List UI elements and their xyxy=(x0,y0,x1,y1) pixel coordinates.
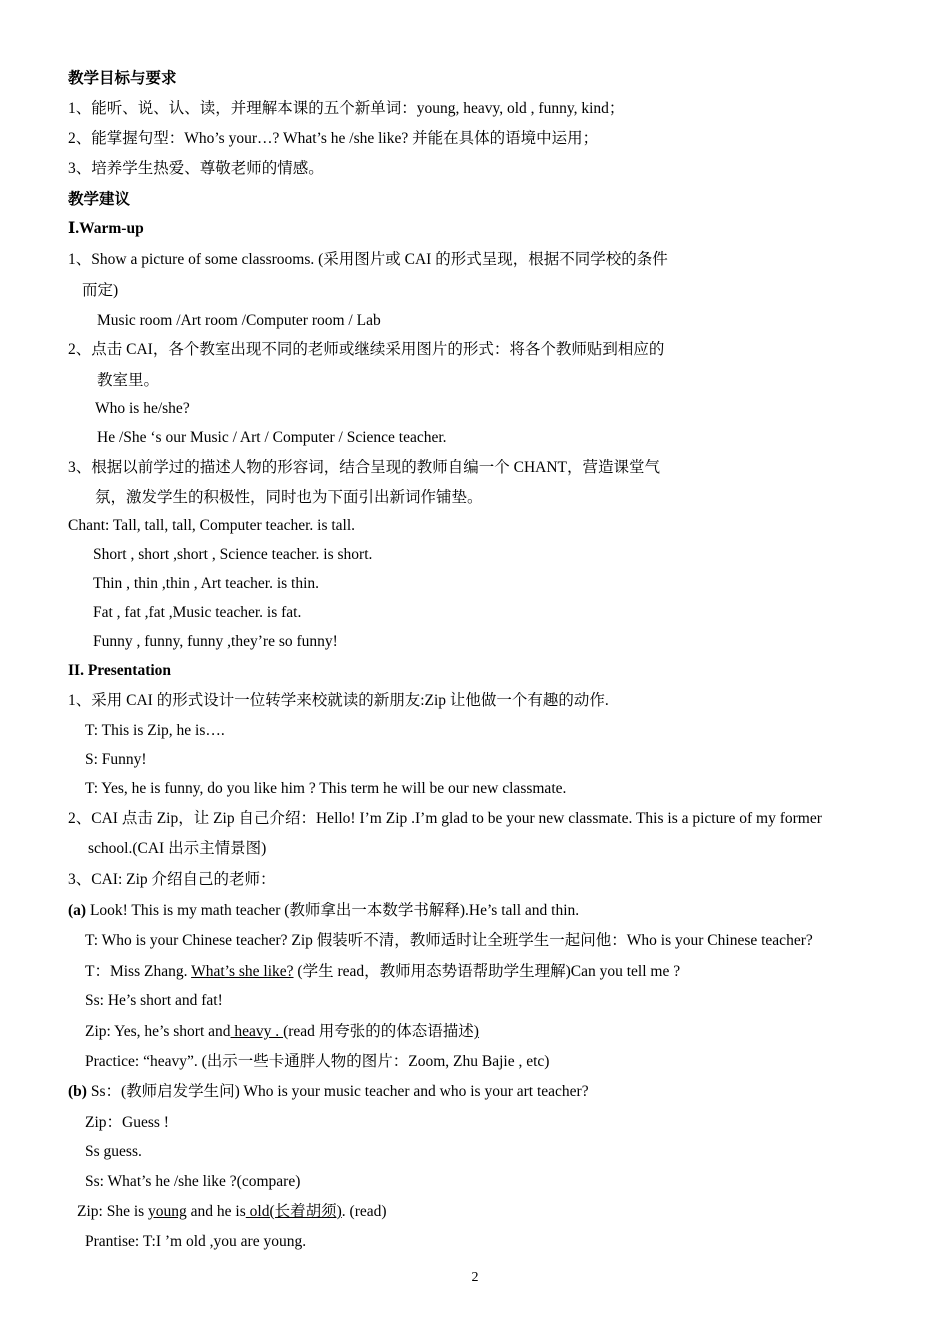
presentation-2-line-1: 2、CAI 点击 Zip，让 Zip 自己介绍：Hello! I’m Zip .I’m glad to be your new classmate. This is a picture of my former xyxy=(68,810,822,827)
goal-1: 1、能听、说、认、读，并理解本课的五个新单词：young, heavy, old , funny, kind； xyxy=(68,100,625,117)
practice-line: Practice: “heavy”. (出示一些卡通胖人物的图片：Zoom, Zhu Bajie , etc) xyxy=(85,1053,550,1070)
warmup-1-rooms: Music room /Art room /Computer room / Lab xyxy=(97,312,381,329)
warmup-3-line-1: 3、根据以前学过的描述人物的形容词，结合呈现的教师自编一个 CHANT，营造课堂气 xyxy=(68,459,661,476)
underlined-word: old(长着胡须) xyxy=(245,1203,342,1220)
dialog-line: T: This is Zip, he is…. xyxy=(85,722,225,739)
goal-3: 3、培养学生热爱、尊敬老师的情感。 xyxy=(68,160,324,177)
presentation-1: 1、采用 CAI 的形式设计一位转学来校就读的新朋友:Zip 让他做一个有趣的动作. xyxy=(68,692,609,709)
note-text: (read 用夸张的的体态语描述 xyxy=(283,1023,474,1040)
page-number: 2 xyxy=(471,1270,479,1285)
chant-line-4: Fat , fat ,fat ,Music teacher. is fat. xyxy=(93,604,302,621)
underlined-word: heavy . xyxy=(230,1023,284,1040)
speaker-text: Zip: She is xyxy=(77,1203,149,1220)
underlined-paren: ) xyxy=(473,1023,479,1040)
section-b-intro xyxy=(68,1082,589,1102)
heading-suggestions: 教学建议 xyxy=(68,191,131,208)
practice-line: Prantise: T:I ’m old ,you are young. xyxy=(85,1233,307,1250)
warmup-2-answer: He /She ‘s our Music / Art / Computer / Science teacher. xyxy=(97,429,447,446)
warmup-1-line-2: 而定) xyxy=(82,282,119,299)
dialog-line xyxy=(77,1202,387,1222)
dialog-line: Ss guess. xyxy=(85,1143,142,1160)
section-a-intro xyxy=(68,901,579,921)
chant-line-1: Chant: Tall, tall, tall, Computer teacher. is tall. xyxy=(68,517,356,534)
dialog-line: S: Funny! xyxy=(85,751,147,768)
goal-2: 2、能掌握句型：Who’s your…? What’s he /she like? 并能在具体的语境中运用； xyxy=(68,130,599,147)
underlined-word: young xyxy=(148,1203,187,1220)
warmup-2-line-1: 2、点击 CAI，各个教室出现不同的老师或继续采用图片的形式：将各个教师贴到相应的 xyxy=(68,341,665,358)
chant-line-2: Short , short ,short , Science teacher. is short. xyxy=(93,546,373,563)
dialog-line: Ss: What’s he /she like ?(compare) xyxy=(85,1173,301,1190)
heading-warmup: Ⅰ.Warm-up xyxy=(68,220,144,237)
heading-goals: 教学目标与要求 xyxy=(68,70,177,87)
presentation-2-line-2: school.(CAI 出示主情景图) xyxy=(88,840,267,857)
dialog-line: T: Who is your Chinese teacher? Zip 假装听不清，教师适时让全班学生一起问他：Who is your Chinese teacher? xyxy=(85,932,813,949)
section-b-text: Ss：(教师启发学生问) Who is your music teacher and who is your art teacher? xyxy=(86,1083,589,1100)
section-a-text: Look! This is my math teacher (教师拿出一本数学书解释).He’s tall and thin. xyxy=(86,902,580,919)
note-text: (学生 read，教师用态势语帮助学生理解)Can you tell me ? xyxy=(293,963,681,980)
warmup-2-line-2: 教室里。 xyxy=(97,372,160,389)
note-text: . (read) xyxy=(341,1203,387,1220)
dialog-line: Ss: He’s short and fat! xyxy=(85,992,223,1009)
dialog-line: T: Yes, he is funny, do you like him ? This term he will be our new classmate. xyxy=(85,780,567,797)
presentation-3: 3、CAI: Zip 介绍自己的老师： xyxy=(68,871,276,888)
warmup-1-line-1: 1、Show a picture of some classrooms. (采用图片或 CAI 的形式呈现，根据不同学校的条件 xyxy=(68,251,668,268)
connector-text: and he is xyxy=(186,1203,246,1220)
warmup-3-line-2: 氛，激发学生的积极性，同时也为下面引出新词作铺垫。 xyxy=(95,489,483,506)
chant-line-5: Funny , funny, funny ,they’re so funny! xyxy=(93,633,338,650)
section-a-label: (a) xyxy=(68,902,87,919)
warmup-2-question: Who is he/she? xyxy=(95,400,190,417)
heading-presentation: II. Presentation xyxy=(68,662,172,679)
section-b-label: (b) xyxy=(68,1083,87,1100)
chant-line-3: Thin , thin ,thin , Art teacher. is thin. xyxy=(93,575,320,592)
dialog-line xyxy=(85,962,680,982)
speaker-text: Zip: Yes, he’s short and xyxy=(85,1023,231,1040)
dialog-line xyxy=(85,1022,479,1042)
speaker-text: T：Miss Zhang. xyxy=(85,963,192,980)
underlined-phrase: What’s she like? xyxy=(191,963,294,980)
dialog-line: Zip：Guess ! xyxy=(85,1114,169,1131)
